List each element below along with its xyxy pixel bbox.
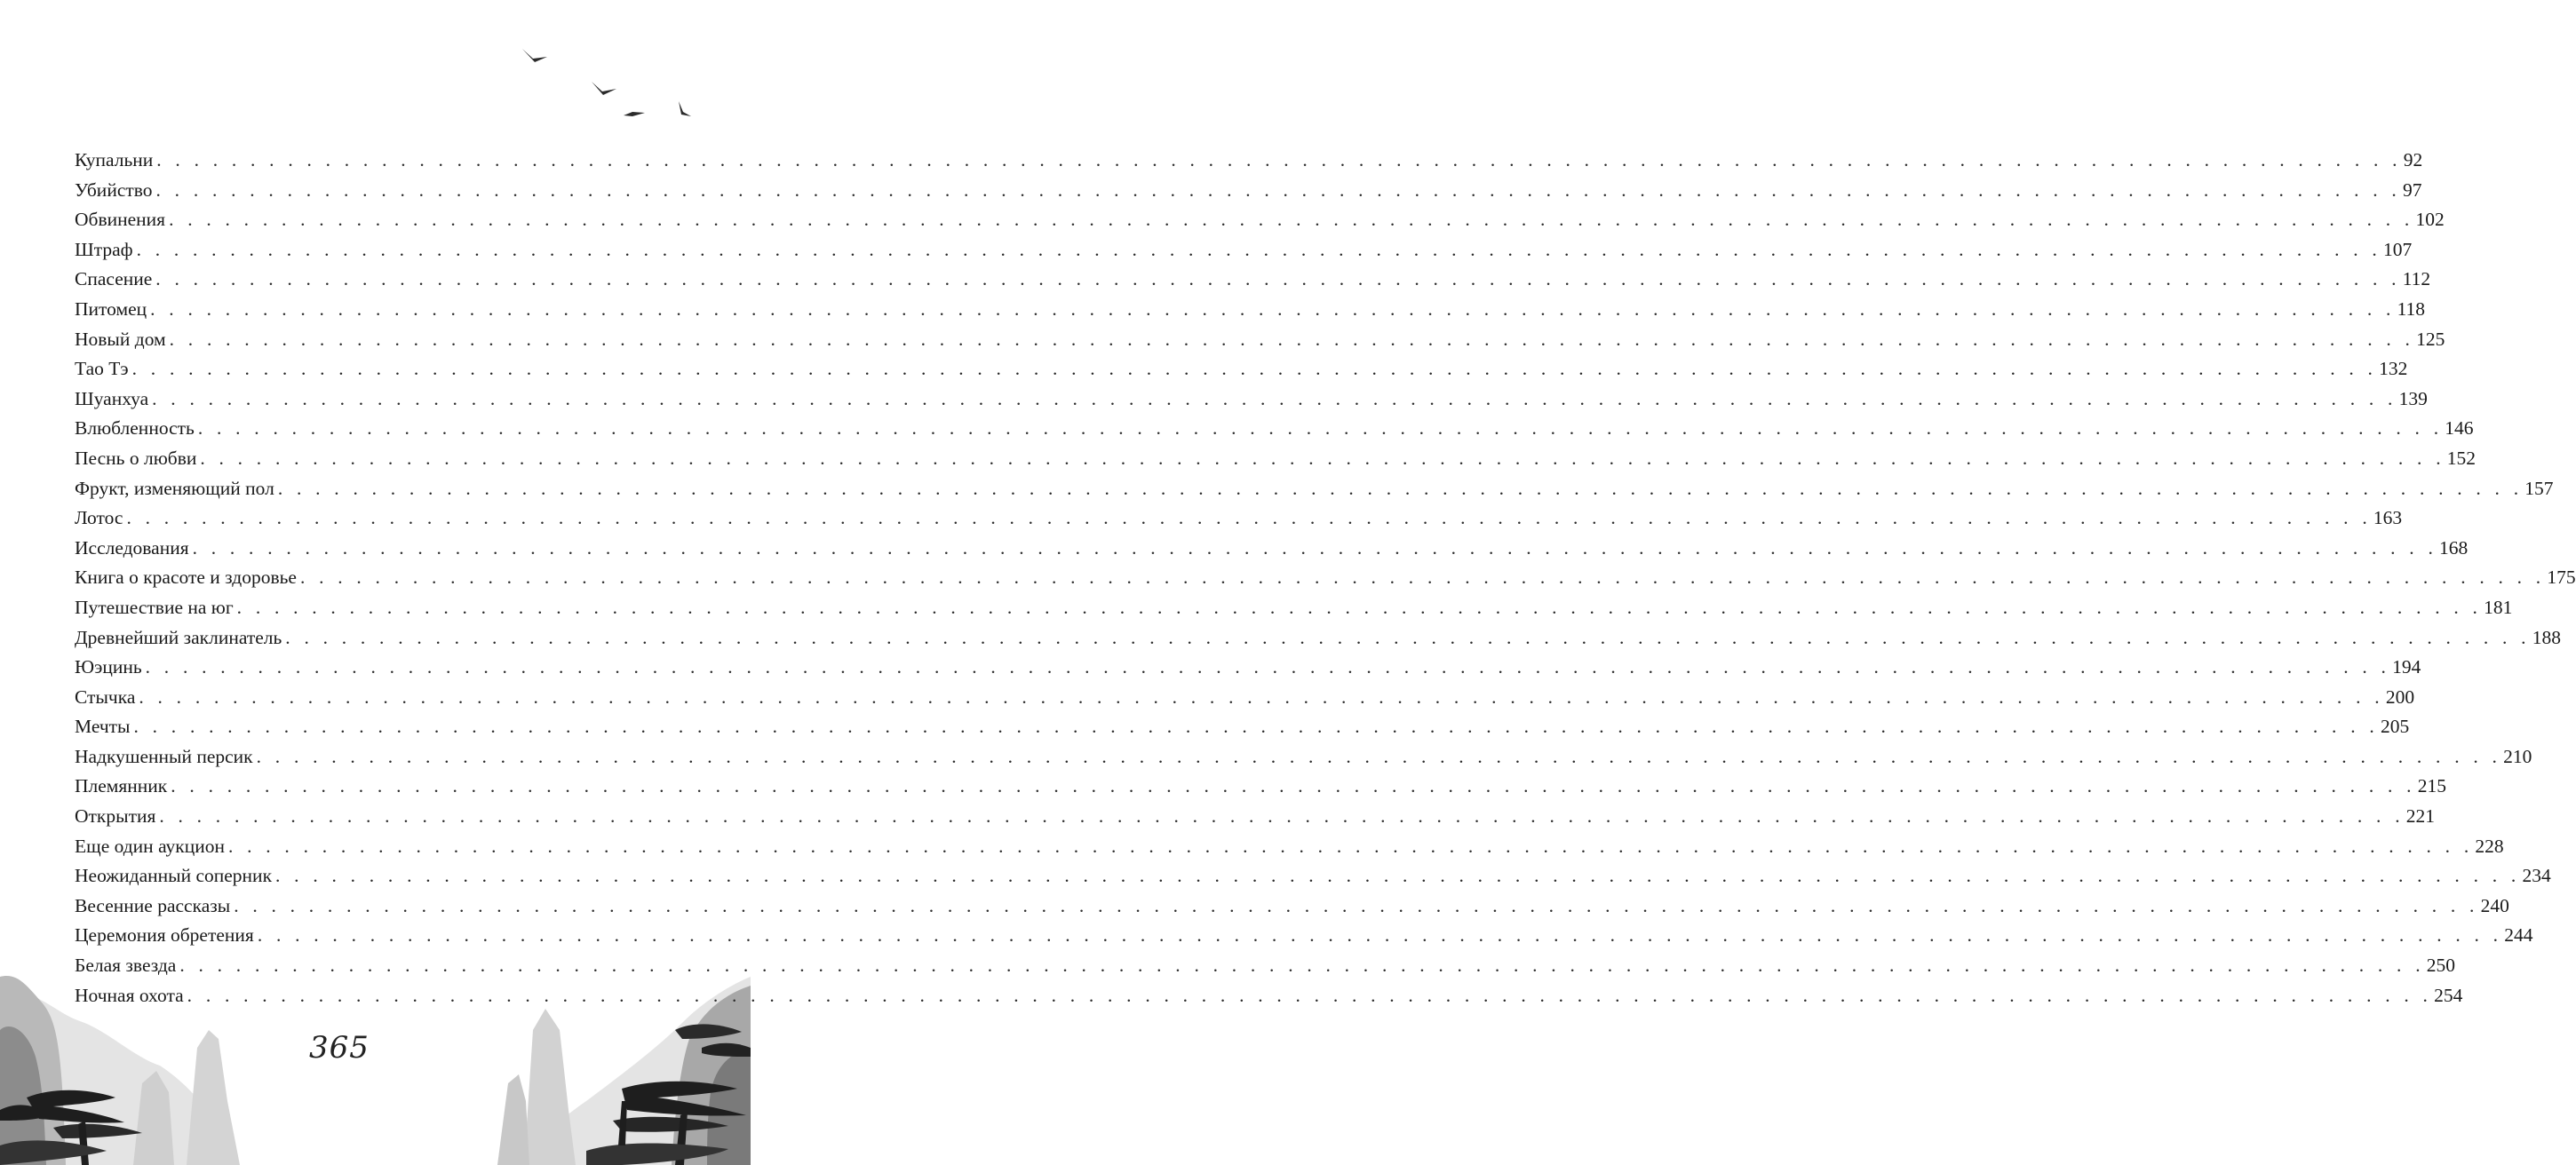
toc-dot-leader: . . . . . . . . . . . . . . . . . . . . . . . . . . . . . . . . . . . . . . . . . . . . . . . . . . . . . . . . . . . . . . . . . . . . . . . . . . . . . . . . . . . . . . . . . . . . . . . . . . . . . . . . . . . . . . . . . . . . . . . . (131, 358, 2378, 380)
toc-entry[interactable] (75, 832, 2504, 862)
toc-entry[interactable] (75, 534, 2469, 564)
toc-entry-page: 139 (2398, 387, 2428, 409)
toc-entry-page: 146 (2445, 417, 2474, 440)
toc-entry-title: Ночная охота (75, 984, 184, 1006)
toc-dot-leader: . . . . . . . . . . . . . . . . . . . . . . . . . . . . . . . . . . . . . . . . . . . . . . . . . . . . . . . . . . . . . . . . . . . . . . . . . . . . . . . . . . . . . . . . . . . . . . . . . . . . . . . . . . . . . . . . . . . . . . . . (179, 955, 2425, 977)
toc-dot-leader: . . . . . . . . . . . . . . . . . . . . . . . . . . . . . . . . . . . . . . . . . . . . . . . . . . . . . . . . . . . . . . . . . . . . . . . . . . . . . . . . . . . . . . . . . . . . . . . . . . . . . . . . . . . . . . . . . . . . . . . . (159, 805, 2405, 828)
toc-entry-page: 205 (2380, 716, 2410, 738)
toc-entry-title: Убийство (75, 178, 153, 201)
toc-entry-title: Церемония обретения (75, 924, 254, 947)
toc-dot-leader: . . . . . . . . . . . . . . . . . . . . . . . . . . . . . . . . . . . . . . . . . . . . . . . . . . . . . . . . . . . . . . . . . . . . . . . . . . . . . . . . . . . . . . . . . . . . . . . . . . . . . . . . . . . . . . . . . . . . . . . . (171, 775, 2416, 797)
toc-entry[interactable] (75, 802, 2436, 832)
toc-entry[interactable] (75, 295, 2426, 325)
toc-entry[interactable] (75, 623, 2561, 654)
toc-entry[interactable] (75, 563, 2576, 593)
toc-entry-title: Обвинения (75, 209, 166, 231)
toc-entry-page: 102 (2415, 209, 2445, 231)
toc-entry-page: 250 (2426, 955, 2456, 977)
toc-entry-page: 112 (2402, 268, 2431, 290)
toc-dot-leader: . . . . . . . . . . . . . . . . . . . . . . . . . . . . . . . . . . . . . . . . . . . . . . . . . . . . . . . . . . . . . . . . . . . . . . . . . . . . . . . . . . . . . . . . . . . . . . . . . . . . . . . . . . . . . . . . . . . . . . . . (139, 686, 2384, 708)
toc-entry-title: Белая звезда (75, 955, 177, 977)
toc-entry-title: Песнь о любви (75, 447, 197, 469)
toc-dot-leader: . . . . . . . . . . . . . . . . . . . . . . . . . . . . . . . . . . . . . . . . . . . . . . . . . . . . . . . . . . . . . . . . . . . . . . . . . . . . . . . . . . . . . . . . . . . . . . . . . . . . . . . . . . . . . . . . . . . . . . . . (227, 835, 2474, 857)
toc-entry-page: 175 (2547, 567, 2576, 589)
toc-entry[interactable] (75, 951, 2456, 981)
toc-entry-page: 221 (2405, 805, 2436, 828)
toc-entry[interactable] (75, 653, 2421, 683)
toc-entry-title: Неожиданный соперник (75, 865, 273, 887)
toc-entry-page: 234 (2522, 865, 2551, 887)
toc-entry[interactable] (75, 712, 2410, 742)
toc-entry-title: Тао Тэ (75, 358, 129, 380)
table-of-contents (75, 146, 2576, 1010)
toc-dot-leader: . . . . . . . . . . . . . . . . . . . . . . . . . . . . . . . . . . . . . . . . . . . . . . . . . . . . . . . . . . . . . . . . . . . . . . . . . . . . . . . . . . . . . . . . . . . . . . . . . . . . . . . . . . . . . . . . . . . . . . . . (275, 865, 2521, 887)
toc-entry-page: 194 (2392, 656, 2421, 678)
toc-entry[interactable] (75, 325, 2445, 355)
toc-entry-page: 107 (2383, 238, 2413, 260)
toc-entry-title: Питомец (75, 297, 147, 320)
toc-entry-title: Лотос (75, 507, 123, 529)
toc-entry[interactable] (75, 892, 2509, 922)
toc-entry-page: 92 (2403, 149, 2423, 170)
toc-entry-title: Древнейший заклинатель (75, 626, 282, 648)
toc-entry[interactable] (75, 921, 2533, 951)
page-number: 365 (309, 1030, 370, 1066)
toc-entry[interactable] (75, 384, 2428, 415)
toc-entry-title: Путешествие на юг (75, 596, 234, 618)
toc-entry-page: 125 (2416, 328, 2445, 350)
toc-entry-page: 210 (2503, 745, 2532, 767)
toc-entry-page: 188 (2532, 626, 2561, 648)
toc-entry-title: Мечты (75, 716, 131, 738)
toc-entry-page: 157 (2524, 477, 2554, 499)
toc-entry[interactable] (75, 265, 2431, 295)
toc-entry-page: 244 (2504, 924, 2533, 947)
toc-entry-title: Спасение (75, 268, 153, 290)
toc-dot-leader: . . . . . . . . . . . . . . . . . . . . . . . . . . . . . . . . . . . . . . . . . . . . . . . . . . . . . . . . . . . . . . . . . . . . . . . . . . . . . . . . . . . . . . . . . . . . . . . . . . . . . . . . . . . . . . . . . . . . . . . . (169, 209, 2414, 231)
toc-entry-page: 163 (2373, 507, 2403, 529)
toc-entry[interactable] (75, 981, 2463, 1011)
toc-dot-leader: . . . . . . . . . . . . . . . . . . . . . . . . . . . . . . . . . . . . . . . . . . . . . . . . . . . . . . . . . . . . . . . . . . . . . . . . . . . . . . . . . . . . . . . . . . . . . . . . . . . . . . . . . . . . . . . . . . . . . . . . (299, 567, 2546, 589)
toc-entry-title: Влюбленность (75, 417, 195, 440)
toc-entry[interactable] (75, 205, 2445, 235)
toc-dot-leader: . . . . . . . . . . . . . . . . . . . . . . . . . . . . . . . . . . . . . . . . . . . . . . . . . . . . . . . . . . . . . . . . . . . . . . . . . . . . . . . . . . . . . . . . . . . . . . . . . . . . . . . . . . . . . . . . . . . . . . . . (234, 894, 2479, 916)
toc-entry[interactable] (75, 235, 2413, 265)
toc-entry-title: Новый дом (75, 328, 166, 350)
toc-entry-page: 181 (2484, 596, 2513, 618)
toc-entry-title: Купальни (75, 149, 154, 170)
toc-dot-leader: . . . . . . . . . . . . . . . . . . . . . . . . . . . . . . . . . . . . . . . . . . . . . . . . . . . . . . . . . . . . . . . . . . . . . . . . . . . . . . . . . . . . . . . . . . . . . . . . . . . . . . . . . . . . . . . . . . . . . . . . (187, 984, 2433, 1006)
toc-dot-leader: . . . . . . . . . . . . . . . . . . . . . . . . . . . . . . . . . . . . . . . . . . . . . . . . . . . . . . . . . . . . . . . . . . . . . . . . . . . . . . . . . . . . . . . . . . . . . . . . . . . . . . . . . . . . . . . . . . . . . . . . (285, 626, 2531, 648)
toc-dot-leader: . . . . . . . . . . . . . . . . . . . . . . . . . . . . . . . . . . . . . . . . . . . . . . . . . . . . . . . . . . . . . . . . . . . . . . . . . . . . . . . . . . . . . . . . . . . . . . . . . . . . . . . . . . . . . . . . . . . . . . . . (257, 924, 2503, 947)
toc-entry[interactable] (75, 861, 2551, 892)
toc-entry[interactable] (75, 444, 2477, 474)
toc-entry-title: Стычка (75, 686, 136, 708)
toc-entry-page: 152 (2446, 447, 2477, 469)
toc-entry-page: 118 (2397, 297, 2426, 320)
toc-dot-leader: . . . . . . . . . . . . . . . . . . . . . . . . . . . . . . . . . . . . . . . . . . . . . . . . . . . . . . . . . . . . . . . . . . . . . . . . . . . . . . . . . . . . . . . . . . . . . . . . . . . . . . . . . . . . . . . . . . . . . . . . (200, 447, 2445, 469)
toc-entry-title: Исследования (75, 536, 189, 559)
toc-entry[interactable] (75, 474, 2554, 504)
toc-entry[interactable] (75, 742, 2532, 773)
toc-entry-title: Племянник (75, 775, 168, 797)
toc-entry-title: Весенние рассказы (75, 894, 231, 916)
toc-entry[interactable] (75, 414, 2474, 444)
toc-entry-page: 200 (2385, 686, 2415, 708)
toc-dot-leader: . . . . . . . . . . . . . . . . . . . . . . . . . . . . . . . . . . . . . . . . . . . . . . . . . . . . . . . . . . . . . . . . . . . . . . . . . . . . . . . . . . . . . . . . . . . . . . . . . . . . . . . . . . . . . . . . . . . . . . . . (156, 149, 2402, 170)
toc-dot-leader: . . . . . . . . . . . . . . . . . . . . . . . . . . . . . . . . . . . . . . . . . . . . . . . . . . . . . . . . . . . . . . . . . . . . . . . . . . . . . . . . . . . . . . . . . . . . . . . . . . . . . . . . . . . . . . . . . . . . . . . . (197, 417, 2444, 440)
toc-entry[interactable] (75, 354, 2408, 384)
toc-entry-title: Фрукт, изменяющий пол (75, 477, 274, 499)
toc-entry-page: 132 (2379, 358, 2408, 380)
toc-dot-leader: . . . . . . . . . . . . . . . . . . . . . . . . . . . . . . . . . . . . . . . . . . . . . . . . . . . . . . . . . . . . . . . . . . . . . . . . . . . . . . . . . . . . . . . . . . . . . . . . . . . . . . . . . . . . . . . . . . . . . . . . (236, 596, 2483, 618)
toc-entry[interactable] (75, 593, 2513, 623)
toc-dot-leader: . . . . . . . . . . . . . . . . . . . . . . . . . . . . . . . . . . . . . . . . . . . . . . . . . . . . . . . . . . . . . . . . . . . . . . . . . . . . . . . . . . . . . . . . . . . . . . . . . . . . . . . . . . . . . . . . . . . . . . . . (155, 268, 2401, 290)
toc-dot-leader: . . . . . . . . . . . . . . . . . . . . . . . . . . . . . . . . . . . . . . . . . . . . . . . . . . . . . . . . . . . . . . . . . . . . . . . . . . . . . . . . . . . . . . . . . . . . . . . . . . . . . . . . . . . . . . . . . . . . . . . . (152, 387, 2397, 409)
toc-dot-leader: . . . . . . . . . . . . . . . . . . . . . . . . . . . . . . . . . . . . . . . . . . . . . . . . . . . . . . . . . . . . . . . . . . . . . . . . . . . . . . . . . . . . . . . . . . . . . . . . . . . . . . . . . . . . . . . . . . . . . . . . (192, 536, 2438, 559)
toc-entry-title: Книга о красоте и здоровье (75, 567, 297, 589)
toc-dot-leader: . . . . . . . . . . . . . . . . . . . . . . . . . . . . . . . . . . . . . . . . . . . . . . . . . . . . . . . . . . . . . . . . . . . . . . . . . . . . . . . . . . . . . . . . . . . . . . . . . . . . . . . . . . . . . . . . . . . . . . . . (155, 178, 2401, 201)
toc-entry-page: 240 (2480, 894, 2509, 916)
toc-dot-leader: . . . . . . . . . . . . . . . . . . . . . . . . . . . . . . . . . . . . . . . . . . . . . . . . . . . . . . . . . . . . . . . . . . . . . . . . . . . . . . . . . . . . . . . . . . . . . . . . . . . . . . . . . . . . . . . . . . . . . . . . (150, 297, 2396, 320)
toc-entry-title: Еще один аукцион (75, 835, 225, 857)
toc-entry[interactable] (75, 683, 2415, 713)
toc-entry[interactable] (75, 772, 2446, 802)
toc-entry-page: 97 (2402, 178, 2422, 201)
toc-entry[interactable] (75, 146, 2423, 176)
flying-birds-icon (522, 49, 691, 116)
toc-entry-page: 254 (2434, 984, 2463, 1006)
toc-entry-page: 215 (2417, 775, 2446, 797)
toc-dot-leader: . . . . . . . . . . . . . . . . . . . . . . . . . . . . . . . . . . . . . . . . . . . . . . . . . . . . . . . . . . . . . . . . . . . . . . . . . . . . . . . . . . . . . . . . . . . . . . . . . . . . . . . . . . . . . . . . . . . . . . . . (145, 656, 2391, 678)
toc-dot-leader: . . . . . . . . . . . . . . . . . . . . . . . . . . . . . . . . . . . . . . . . . . . . . . . . . . . . . . . . . . . . . . . . . . . . . . . . . . . . . . . . . . . . . . . . . . . . . . . . . . . . . . . . . . . . . . . . . . . . . . . . (277, 477, 2524, 499)
toc-entry[interactable] (75, 503, 2403, 534)
toc-dot-leader: . . . . . . . . . . . . . . . . . . . . . . . . . . . . . . . . . . . . . . . . . . . . . . . . . . . . . . . . . . . . . . . . . . . . . . . . . . . . . . . . . . . . . . . . . . . . . . . . . . . . . . . . . . . . . . . . . . . . . . . . (126, 507, 2372, 529)
toc-dot-leader: . . . . . . . . . . . . . . . . . . . . . . . . . . . . . . . . . . . . . . . . . . . . . . . . . . . . . . . . . . . . . . . . . . . . . . . . . . . . . . . . . . . . . . . . . . . . . . . . . . . . . . . . . . . . . . . . . . . . . . . . (256, 745, 2502, 767)
toc-entry-page: 168 (2439, 536, 2469, 559)
toc-entry-page: 228 (2475, 835, 2504, 857)
toc-dot-leader: . . . . . . . . . . . . . . . . . . . . . . . . . . . . . . . . . . . . . . . . . . . . . . . . . . . . . . . . . . . . . . . . . . . . . . . . . . . . . . . . . . . . . . . . . . . . . . . . . . . . . . . . . . . . . . . . . . . . . . . . (136, 238, 2382, 260)
toc-entry-title: Надкушенный персик (75, 745, 253, 767)
toc-entry-title: Шуанхуа (75, 387, 149, 409)
toc-dot-leader: . . . . . . . . . . . . . . . . . . . . . . . . . . . . . . . . . . . . . . . . . . . . . . . . . . . . . . . . . . . . . . . . . . . . . . . . . . . . . . . . . . . . . . . . . . . . . . . . . . . . . . . . . . . . . . . . . . . . . . . . (169, 328, 2415, 350)
toc-entry-title: Штраф (75, 238, 133, 260)
toc-entry-title: Юэцинь (75, 656, 142, 678)
toc-dot-leader: . . . . . . . . . . . . . . . . . . . . . . . . . . . . . . . . . . . . . . . . . . . . . . . . . . . . . . . . . . . . . . . . . . . . . . . . . . . . . . . . . . . . . . . . . . . . . . . . . . . . . . . . . . . . . . . . . . . . . . . . (133, 716, 2379, 738)
toc-entry-title: Открытия (75, 805, 156, 828)
toc-entry[interactable] (75, 176, 2422, 206)
